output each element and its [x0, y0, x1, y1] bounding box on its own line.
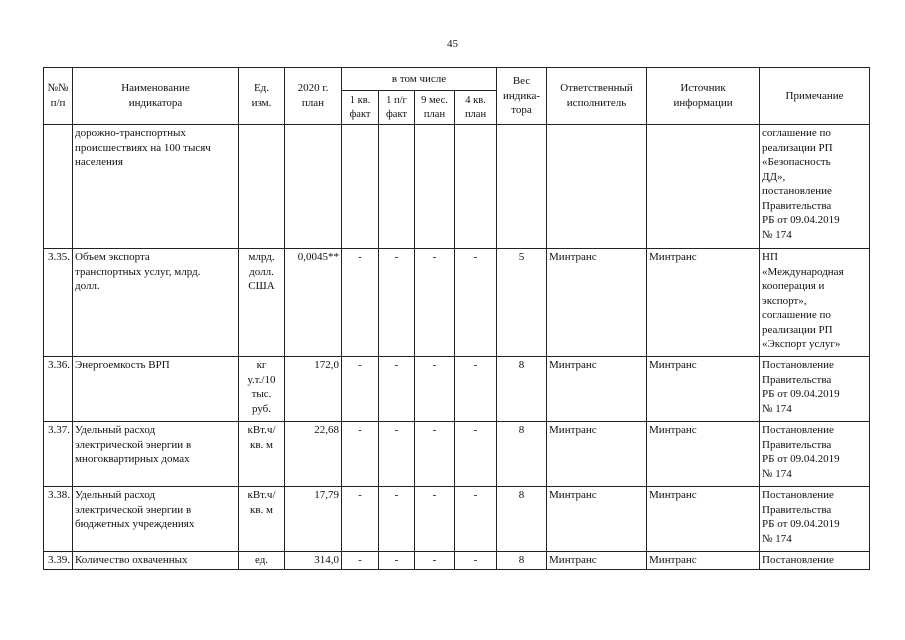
row-unit: [239, 125, 285, 249]
row-unit: млрд. долл. США: [239, 249, 285, 357]
header-note: Примечание: [760, 68, 870, 125]
row-9m: -: [415, 357, 455, 422]
row-source: Минтранс: [647, 552, 760, 570]
row-note: Постановление: [760, 552, 870, 570]
row-note: Постановление Правительства РБ от 09.04.2019 № 174: [760, 357, 870, 422]
table-row: [44, 422, 870, 487]
row-weight: 8: [497, 422, 547, 487]
row-executor: Минтранс: [547, 422, 647, 487]
row-source: Минтранс: [647, 422, 760, 487]
row-note: НП «Международная кооперация и экспорт», соглашение по реализации РП «Экспорт услуг»: [760, 249, 870, 357]
table-row: [44, 487, 870, 552]
row-q4: [455, 125, 497, 249]
row-source: Минтранс: [647, 249, 760, 357]
row-plan: 17,79: [285, 487, 342, 552]
row-indicator-name: Удельный расход электрической энергии в многоквартирных домах: [73, 422, 239, 487]
row-indicator-name: Энергоемкость ВРП: [73, 357, 239, 422]
row-9m: [415, 125, 455, 249]
header-h1: 1 п/г факт: [379, 91, 415, 125]
row-plan: 22,68: [285, 422, 342, 487]
row-weight: [497, 125, 547, 249]
row-h1: -: [379, 249, 415, 357]
row-indicator-name: дорожно-транспортных происшествиях на 100 тысяч населения: [73, 125, 239, 249]
row-q4: -: [455, 422, 497, 487]
row-indicator-name: Объем экспорта транспортных услуг, млрд. долл.: [73, 249, 239, 357]
row-source: [647, 125, 760, 249]
row-9m: -: [415, 249, 455, 357]
row-q4: -: [455, 487, 497, 552]
header-weight: Вес индика- тора: [497, 68, 547, 125]
row-executor: [547, 125, 647, 249]
header-row-top: [44, 68, 870, 91]
header-source: Источник информации: [647, 68, 760, 125]
header-name: Наименование индикатора: [73, 68, 239, 125]
header-including: в том числе: [342, 68, 497, 91]
row-note: Постановление Правительства РБ от 09.04.2019 № 174: [760, 487, 870, 552]
row-indicator-name: Удельный расход электрической энергии в бюджетных учреждениях: [73, 487, 239, 552]
table-row: [44, 552, 870, 570]
row-q1: -: [342, 422, 379, 487]
row-num: [44, 125, 73, 249]
row-h1: -: [379, 487, 415, 552]
table-row: [44, 125, 870, 249]
header-q4: 4 кв. план: [455, 91, 497, 125]
row-weight: 8: [497, 487, 547, 552]
row-h1: [379, 125, 415, 249]
table-row: [44, 249, 870, 357]
row-executor: Минтранс: [547, 357, 647, 422]
row-note: соглашение по реализации РП «Безопасность ДД», постановление Правительства РБ от 09.04.2019 № 174: [760, 125, 870, 249]
row-unit: кВт.ч/ кв. м: [239, 422, 285, 487]
indicators-table: [43, 67, 870, 570]
header-plan-2020: 2020 г. план: [285, 68, 342, 125]
row-source: Минтранс: [647, 487, 760, 552]
row-h1: -: [379, 357, 415, 422]
row-q1: -: [342, 357, 379, 422]
row-q1: -: [342, 487, 379, 552]
row-q4: -: [455, 249, 497, 357]
row-9m: -: [415, 422, 455, 487]
row-weight: 8: [497, 357, 547, 422]
row-executor: Минтранс: [547, 487, 647, 552]
header-q1: 1 кв. факт: [342, 91, 379, 125]
row-num: 3.36.: [44, 357, 73, 422]
row-q4: -: [455, 552, 497, 570]
row-num: 3.38.: [44, 487, 73, 552]
row-plan: 0,0045**: [285, 249, 342, 357]
header-num: №№ п/п: [44, 68, 73, 125]
table-row: [44, 357, 870, 422]
row-num: 3.39.: [44, 552, 73, 570]
row-executor: Минтранс: [547, 249, 647, 357]
row-note: Постановление Правительства РБ от 09.04.2019 № 174: [760, 422, 870, 487]
header-9m: 9 мес. план: [415, 91, 455, 125]
row-q4: -: [455, 357, 497, 422]
row-9m: -: [415, 552, 455, 570]
row-unit: кг у.т./10 тыс. руб.: [239, 357, 285, 422]
row-plan: 314,0: [285, 552, 342, 570]
page-number: 45: [447, 38, 458, 50]
row-unit: кВт.ч/ кв. м: [239, 487, 285, 552]
row-9m: -: [415, 487, 455, 552]
row-num: 3.37.: [44, 422, 73, 487]
header-executor: Ответственный исполнитель: [547, 68, 647, 125]
row-q1: -: [342, 249, 379, 357]
row-q1: -: [342, 552, 379, 570]
row-indicator-name: Количество охваченных: [73, 552, 239, 570]
row-weight: 5: [497, 249, 547, 357]
header-unit: Ед. изм.: [239, 68, 285, 125]
row-source: Минтранс: [647, 357, 760, 422]
row-h1: -: [379, 422, 415, 487]
row-plan: [285, 125, 342, 249]
row-q1: [342, 125, 379, 249]
row-unit: ед.: [239, 552, 285, 570]
row-plan: 172,0: [285, 357, 342, 422]
row-h1: -: [379, 552, 415, 570]
row-num: 3.35.: [44, 249, 73, 357]
row-executor: Минтранс: [547, 552, 647, 570]
row-weight: 8: [497, 552, 547, 570]
